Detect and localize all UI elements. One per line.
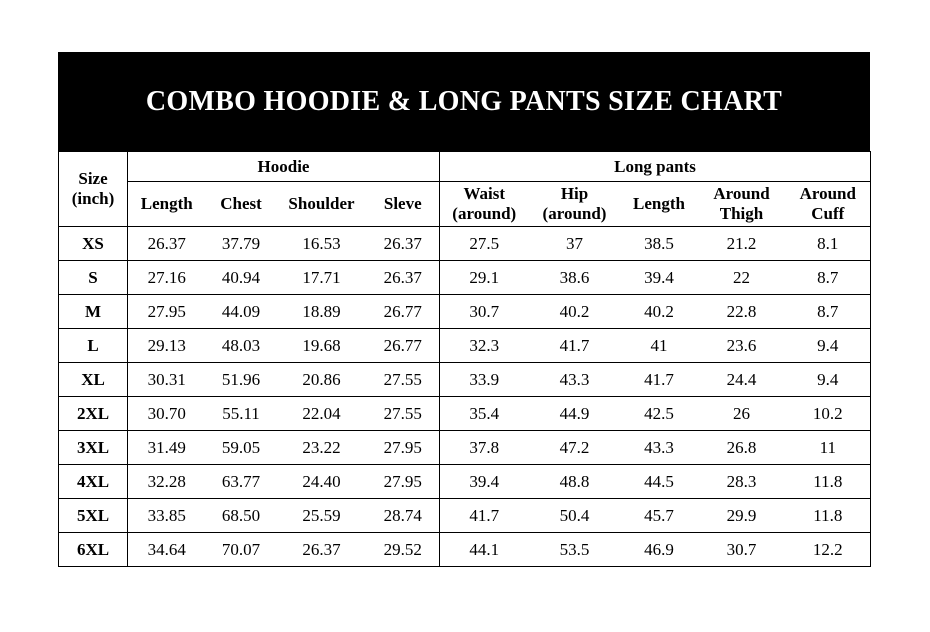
pants-cell: 22.8 <box>698 295 786 329</box>
hoodie-cell: 18.89 <box>277 295 367 329</box>
table-row <box>59 397 871 431</box>
pants-col-header: Hip (around) <box>529 182 621 227</box>
size-label: S <box>59 261 128 295</box>
size-column-header: Size (inch) <box>59 152 128 227</box>
hoodie-cell: 59.05 <box>206 431 277 465</box>
hoodie-cell: 28.74 <box>367 499 440 533</box>
size-chart <box>58 52 870 567</box>
hoodie-cell: 25.59 <box>277 499 367 533</box>
pants-cell: 28.3 <box>698 465 786 499</box>
hoodie-cell: 63.77 <box>206 465 277 499</box>
hoodie-cell: 68.50 <box>206 499 277 533</box>
hoodie-cell: 29.13 <box>128 329 206 363</box>
size-table-body <box>59 227 871 567</box>
hoodie-cell: 55.11 <box>206 397 277 431</box>
hoodie-col-header: Chest <box>206 182 277 227</box>
table-row <box>59 363 871 397</box>
pants-cell: 33.9 <box>440 363 529 397</box>
hoodie-cell: 26.77 <box>367 329 440 363</box>
hoodie-cell: 27.16 <box>128 261 206 295</box>
hoodie-cell: 48.03 <box>206 329 277 363</box>
pants-cell: 30.7 <box>440 295 529 329</box>
pants-cell: 39.4 <box>621 261 698 295</box>
pants-cell: 48.8 <box>529 465 621 499</box>
pants-cell: 41.7 <box>440 499 529 533</box>
size-label: 3XL <box>59 431 128 465</box>
pants-cell: 11 <box>786 431 871 465</box>
size-label: M <box>59 295 128 329</box>
hoodie-cell: 29.52 <box>367 533 440 567</box>
pants-cell: 11.8 <box>786 499 871 533</box>
pants-cell: 22 <box>698 261 786 295</box>
hoodie-col-header: Shoulder <box>277 182 367 227</box>
hoodie-cell: 27.95 <box>367 465 440 499</box>
pants-cell: 24.4 <box>698 363 786 397</box>
pants-cell: 42.5 <box>621 397 698 431</box>
pants-cell: 30.7 <box>698 533 786 567</box>
pants-cell: 8.1 <box>786 227 871 261</box>
pants-cell: 10.2 <box>786 397 871 431</box>
hoodie-cell: 33.85 <box>128 499 206 533</box>
pants-cell: 38.6 <box>529 261 621 295</box>
hoodie-cell: 26.37 <box>367 261 440 295</box>
pants-cell: 26.8 <box>698 431 786 465</box>
hoodie-cell: 26.37 <box>277 533 367 567</box>
pants-cell: 11.8 <box>786 465 871 499</box>
pants-cell: 32.3 <box>440 329 529 363</box>
pants-col-header: Length <box>621 182 698 227</box>
pants-cell: 40.2 <box>529 295 621 329</box>
chart-title: COMBO HOODIE & LONG PANTS SIZE CHART <box>58 52 870 151</box>
pants-cell: 41.7 <box>621 363 698 397</box>
table-row <box>59 329 871 363</box>
pants-cell: 53.5 <box>529 533 621 567</box>
size-label: 4XL <box>59 465 128 499</box>
pants-cell: 43.3 <box>529 363 621 397</box>
table-row <box>59 499 871 533</box>
size-label: 6XL <box>59 533 128 567</box>
hoodie-cell: 27.55 <box>367 363 440 397</box>
pants-cell: 40.2 <box>621 295 698 329</box>
table-row <box>59 533 871 567</box>
pants-col-header: Waist (around) <box>440 182 529 227</box>
pants-cell: 43.3 <box>621 431 698 465</box>
hoodie-cell: 27.95 <box>128 295 206 329</box>
pants-cell: 44.5 <box>621 465 698 499</box>
pants-cell: 37 <box>529 227 621 261</box>
pants-cell: 45.7 <box>621 499 698 533</box>
hoodie-cell: 51.96 <box>206 363 277 397</box>
hoodie-cell: 30.70 <box>128 397 206 431</box>
hoodie-cell: 16.53 <box>277 227 367 261</box>
pants-cell: 41 <box>621 329 698 363</box>
pants-cell: 46.9 <box>621 533 698 567</box>
pants-cell: 41.7 <box>529 329 621 363</box>
hoodie-cell: 34.64 <box>128 533 206 567</box>
pants-cell: 9.4 <box>786 363 871 397</box>
hoodie-cell: 70.07 <box>206 533 277 567</box>
pants-cell: 21.2 <box>698 227 786 261</box>
pants-cell: 47.2 <box>529 431 621 465</box>
hoodie-cell: 23.22 <box>277 431 367 465</box>
hoodie-cell: 31.49 <box>128 431 206 465</box>
hoodie-cell: 40.94 <box>206 261 277 295</box>
table-row <box>59 227 871 261</box>
table-row <box>59 431 871 465</box>
pants-cell: 50.4 <box>529 499 621 533</box>
hoodie-group-header: Hoodie <box>128 152 440 182</box>
pants-col-header: Around Cuff <box>786 182 871 227</box>
size-label: L <box>59 329 128 363</box>
hoodie-cell: 22.04 <box>277 397 367 431</box>
hoodie-cell: 32.28 <box>128 465 206 499</box>
pants-cell: 27.5 <box>440 227 529 261</box>
hoodie-cell: 26.77 <box>367 295 440 329</box>
table-row <box>59 295 871 329</box>
sub-header-row <box>59 182 871 227</box>
pants-cell: 29.9 <box>698 499 786 533</box>
pants-cell: 37.8 <box>440 431 529 465</box>
hoodie-cell: 26.37 <box>128 227 206 261</box>
hoodie-cell: 17.71 <box>277 261 367 295</box>
pants-cell: 12.2 <box>786 533 871 567</box>
pants-group-header: Long pants <box>440 152 871 182</box>
size-table <box>58 151 871 567</box>
hoodie-cell: 37.79 <box>206 227 277 261</box>
pants-col-header: Around Thigh <box>698 182 786 227</box>
pants-cell: 39.4 <box>440 465 529 499</box>
pants-cell: 9.4 <box>786 329 871 363</box>
pants-cell: 8.7 <box>786 295 871 329</box>
pants-cell: 35.4 <box>440 397 529 431</box>
pants-cell: 29.1 <box>440 261 529 295</box>
size-label: 2XL <box>59 397 128 431</box>
pants-cell: 23.6 <box>698 329 786 363</box>
hoodie-cell: 27.55 <box>367 397 440 431</box>
pants-cell: 8.7 <box>786 261 871 295</box>
hoodie-cell: 20.86 <box>277 363 367 397</box>
hoodie-col-header: Length <box>128 182 206 227</box>
hoodie-col-header: Sleve <box>367 182 440 227</box>
pants-cell: 44.9 <box>529 397 621 431</box>
hoodie-cell: 30.31 <box>128 363 206 397</box>
table-row <box>59 261 871 295</box>
hoodie-cell: 19.68 <box>277 329 367 363</box>
pants-cell: 38.5 <box>621 227 698 261</box>
table-row <box>59 465 871 499</box>
pants-cell: 26 <box>698 397 786 431</box>
hoodie-cell: 27.95 <box>367 431 440 465</box>
hoodie-cell: 24.40 <box>277 465 367 499</box>
hoodie-cell: 26.37 <box>367 227 440 261</box>
pants-cell: 44.1 <box>440 533 529 567</box>
size-label: 5XL <box>59 499 128 533</box>
hoodie-cell: 44.09 <box>206 295 277 329</box>
size-label: XL <box>59 363 128 397</box>
size-label: XS <box>59 227 128 261</box>
